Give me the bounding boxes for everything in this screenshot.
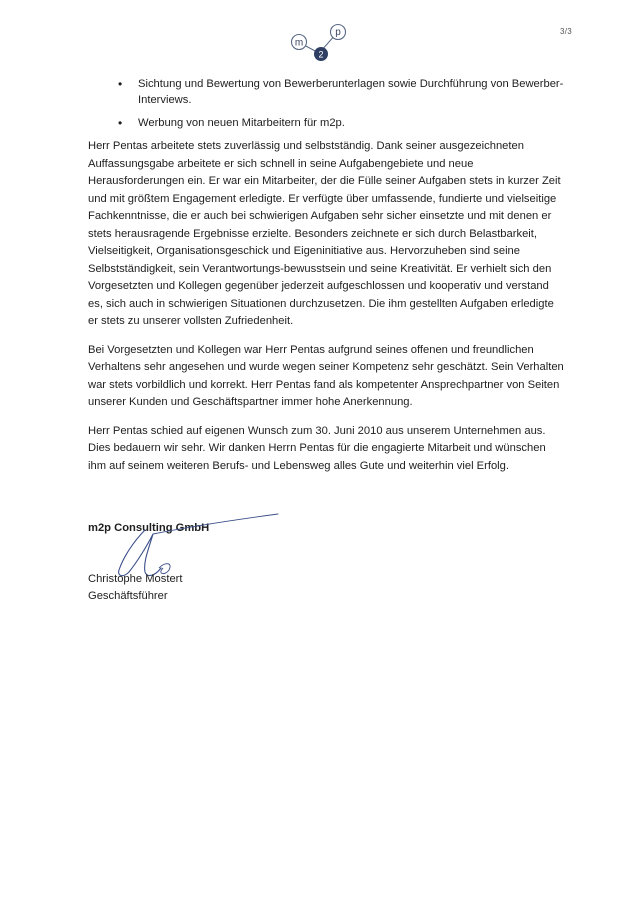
paragraph-departure: Herr Pentas schied auf eigenen Wunsch zum 30. Juni 2010 aus unserem Unternehmen aus. Dies bedauern wir sehr. Wir danken Herrn Pentas für die engagierte Mitarbeit und wünschen ihm auf seinem weiteren Berufs- und Lebensweg alles Gute und weiterhin viel Erfolg.: [88, 424, 546, 472]
logo-letter-p: p: [335, 27, 341, 38]
company-name: m2p Consulting GmbH: [88, 522, 210, 534]
page-number: 3/3: [559, 27, 572, 36]
paragraph-performance: Herr Pentas arbeitete stets zuverlässig und selbstständig. Dank seiner ausgezeichneten Auffassungsgabe arbeitete er sich schnell in seine Aufgabengebiete und neue Herausforderungen ein. Er war ein Mitarbeiter, der die Fülle seiner Aufgaben stets in kurzer Zeit und mit größtem Engagement erledigte. Er verfügte über umfassende, fundierte und vielseitige Fachkenntnisse, die er auch bei schwierigen Aufgaben sehr sicher einsetzte und mit denen er stets herausragende Ergebnisse erzielte. Besonders zeichnete er sich durch Belastbarkeit, Vielseitigkeit, Organisationsgeschick und Eigeninitiative aus. Hervorzuheben sind seine Selbstständigkeit, sein Verantwortungs-bewusstsein und seine Kreativität. Er verhielt sich den Vorgesetzten und Kollegen gegenüber jederzeit aufgeschlossen und kooperativ und verstand es, sich auch in schwierigen Situationen durchzusetzen. Die ihm gestellten Aufgaben erledigte er stets zu unserer vollsten Zufriedenheit.: [88, 140, 561, 327]
logo-letter-m: m: [294, 37, 304, 49]
signature-block: [88, 522, 388, 612]
paragraph-conduct: Bei Vorgesetzten und Kollegen war Herr Pentas aufgrund seines offenen und freundlichen Verhaltens sehr angesehen und wurde wegen seiner Kompetenz sehr geschätzt. Sein Verhalten war stets vorbildlich und korrekt. Herr Pentas fand als kompetenter Ansprechpartner von Seiten unserer Kunden und Geschäftspartner immer hohe Anerkennung.: [88, 343, 564, 408]
signer-name: Christophe Mostert: [88, 573, 183, 585]
signer-title: Geschäftsführer: [88, 590, 168, 602]
m2p-logo-icon: [286, 20, 356, 66]
task-list: [88, 76, 566, 131]
list-item: • Werbung von neuen Mitarbeitern für m2p.: [138, 115, 566, 131]
letter-body: [88, 76, 566, 486]
logo-letter-2: 2: [318, 49, 324, 60]
list-item: • Sichtung und Bewertung von Bewerberunterlagen sowie Durchführung von Bewerber-Interviews.: [138, 76, 566, 108]
